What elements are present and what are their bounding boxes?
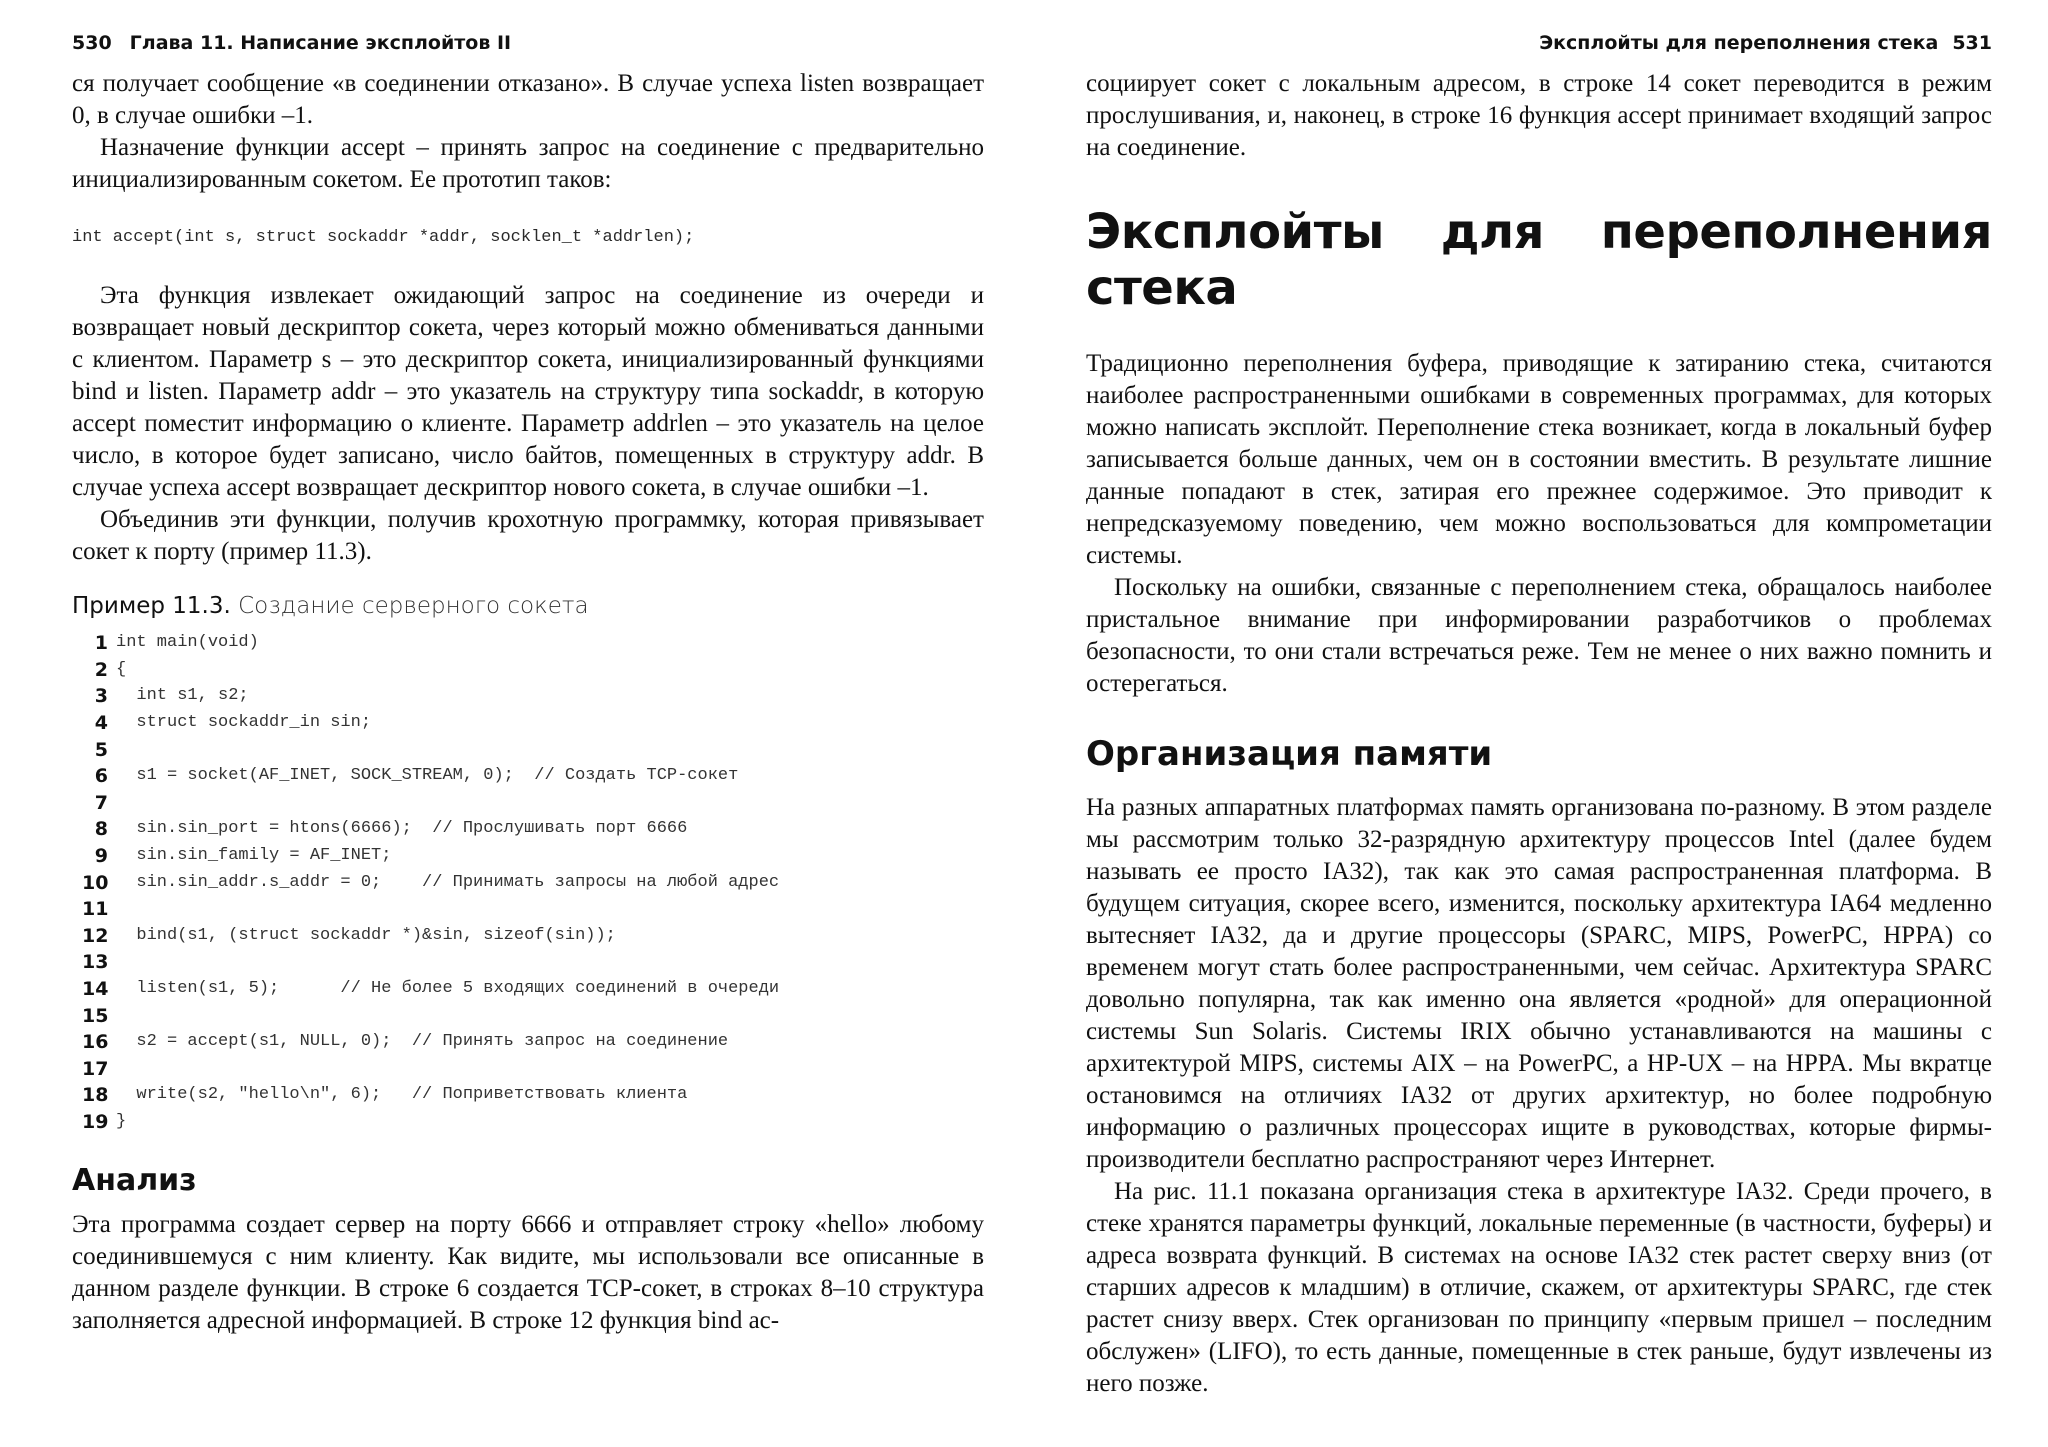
line-number: 5 — [94, 738, 108, 761]
code-listing — [82, 630, 984, 1135]
code-line: sin.sin_addr.s_addr = 0; // Принимать запросы на любой адрес — [116, 872, 780, 892]
paragraph: Назначение функции accept – принять запрос на соединение с предварительно инициализированным сокетом. Ее прототип таков: — [72, 134, 984, 193]
line-number: 6 — [94, 765, 108, 788]
listing-row — [82, 683, 984, 710]
code-line: sin.sin_family = AF_INET; — [116, 846, 392, 866]
line-number: 4 — [94, 712, 108, 735]
listing-row — [82, 923, 984, 950]
listing-row — [82, 763, 984, 790]
listing-row — [82, 896, 984, 923]
example-number: Пример 11.3. — [72, 593, 231, 619]
paragraph: На разных аппаратных платформах память организована по-разному. В этом разделе мы рассмотрим только 32-разрядную архитектуру процессов Intel (далее будем называть ее просто IA32), так как это самая распространенная платформа. В будущем ситуация, скорее всего, изменится, поскольку архитектура IA64 медленно вытесняет IA32, да и другие процессоры (SPARC, MIPS, PowerPC, HPPA) со временем могут стать более распространенными, чем сейчас. Архитектура SPARC довольно популярна, так как именно она является «родной» для операционной системы Sun Solaris. Системы IRIX обычно устанавливаются на машины с архитектурой MIPS, системы AIX – на PowerPC, а HP-UX – на HPPA. Мы вкратце остановимся на отличиях IA32 от других архитектур, но более подробную информацию о различных процессорах ищите в руководствах, которые фирмы-производители бесплатно распространяют через Интернет. — [1086, 794, 1992, 1173]
listing-row — [82, 816, 984, 843]
line-number: 19 — [82, 1110, 109, 1133]
code-line: sin.sin_port = htons(6666); // Прослушивать порт 6666 — [116, 819, 688, 839]
running-head-left — [72, 28, 984, 58]
paragraph: Традиционно переполнения буфера, приводящие к затиранию стека, считаются наиболее распространенными ошибками в современных программах, для которых можно написать эксплойт. Переполнение стека возникает, когда в локальный буфер записывается больше данных, чем он в состоянии вместить. В результате лишние данные попадают в стек, затирая его прежнее содержимое. Это приводит к непредсказуемому поведению, чем можно воспользоваться для компрометации системы. — [1086, 350, 1992, 569]
listing-row — [82, 790, 984, 817]
line-number: 7 — [94, 791, 108, 814]
listing-row — [82, 843, 984, 870]
paragraph: ся получает сообщение «в соединении отказано». В случае успеха listen возвращает 0, в случае ошибки –1. — [72, 70, 984, 129]
listing-row — [82, 1056, 984, 1083]
code-line: { — [116, 659, 127, 679]
paragraph: социирует сокет с локальным адресом, в строке 14 сокет переводится в режим прослушивания, и, наконец, в строке 16 функция accept принимает входящий запрос на соединение. — [1086, 70, 1992, 161]
line-number: 16 — [82, 1031, 109, 1054]
line-number: 10 — [82, 871, 109, 894]
code-line: s1 = socket(AF_INET, SOCK_STREAM, 0); // Создать TCP-сокет — [116, 766, 739, 786]
listing-row — [82, 736, 984, 763]
running-head-right — [1086, 28, 1992, 58]
listing-row — [82, 949, 984, 976]
subsection-heading: Организация памяти — [1086, 734, 1493, 774]
paragraph: Эта программа создает сервер на порту 6666 и отправляет строку «hello» любому соединившемуся с ним клиенту. Как видите, мы использовали все описанные в данном разделе функции. В строке 6 создается TCP-сокет, в строках 8–10 структура заполняется адресной информацией. В строке 12 функция bind ас- — [72, 1211, 984, 1335]
code-line: int s1, s2; — [116, 686, 249, 706]
listing-row — [82, 657, 984, 684]
line-number: 12 — [82, 924, 109, 947]
section-running-title: Эксплойты для переполнения стека — [1539, 32, 1939, 54]
left-page — [72, 0, 984, 1447]
code-line: listen(s1, 5); // Не более 5 входящих соединений в очереди — [116, 979, 780, 999]
listing-row — [82, 630, 984, 657]
code-line: } — [116, 1111, 127, 1131]
listing-row — [82, 710, 984, 737]
listing-row — [82, 1109, 984, 1136]
chapter-title: Глава 11. Написание эксплойтов II — [129, 32, 512, 54]
paragraph: Эта функция извлекает ожидающий запрос на соединение из очереди и возвращает новый дескриптор сокета, через который можно обмениваться данными с клиентом. Параметр s – это дескриптор сокета, инициализированный функциями bind и listen. Параметр addr – это указатель на структуру типа sockaddr, в которую accept поместит информацию о клиенте. Параметр addrlen – это указатель на целое число, в которое будет записано, число байтов, помещенных в структуру addr. В случае успеха accept возвращает дескриптор нового сокета, в случае ошибки –1. — [72, 282, 984, 501]
listing-row — [82, 869, 984, 896]
analysis-heading: Анализ — [72, 1163, 197, 1199]
line-number: 14 — [82, 978, 109, 1001]
line-number: 11 — [82, 898, 109, 921]
listing-row — [82, 1029, 984, 1056]
right-page — [1086, 0, 1992, 1447]
line-number: 15 — [82, 1004, 109, 1027]
listing-row — [82, 1002, 984, 1029]
line-number: 18 — [82, 1084, 109, 1107]
code-line: struct sockaddr_in sin; — [116, 713, 372, 733]
paragraph: Поскольку на ошибки, связанные с переполнением стека, обращалось наиболее пристальное внимание при информировании разработчиков о проблемах безопасности, то они стали встречаться реже. Тем не менее о них важно помнить и остерегаться. — [1086, 574, 1992, 697]
line-number: 17 — [82, 1057, 109, 1080]
right-body — [1086, 68, 1992, 1400]
page-number: 531 — [1952, 32, 1992, 54]
page-number: 530 — [72, 32, 112, 54]
paragraph: Объединив эти функции, получив крохотную программку, которая привязывает сокет к порту (пример 11.3). — [72, 506, 984, 565]
paragraph: На рис. 11.1 показана организация стека в архитектуре IA32. Среди прочего, в стеке хранятся параметры функций, локальные переменные (в частности, буферы) и адреса возврата функций. В системах на основе IA32 стек растет сверху вниз (от старших адресов к младшим) в отличие, скажем, от архитектуры SPARC, где стек растет снизу вверх. Стек организован по принципу «первым пришел – последним обслужен» (LIFO), то есть данные, помещенные в стек раньше, будут извлечены из него позже. — [1086, 1178, 1992, 1397]
code-line: int main(void) — [116, 633, 259, 653]
code-prototype: int accept(int s, struct sockaddr *addr, socklen_t *addrlen); — [72, 228, 695, 247]
line-number: 8 — [94, 818, 108, 841]
line-number: 3 — [94, 685, 108, 708]
line-number: 2 — [94, 658, 108, 681]
line-number: 13 — [82, 951, 109, 974]
section-heading: Эксплойты для переполнения стека — [1086, 204, 1992, 316]
listing-row — [82, 976, 984, 1003]
listing-row — [82, 1082, 984, 1109]
example-title: Создание серверного сокета — [238, 593, 589, 619]
code-line: bind(s1, (struct sockaddr *)&sin, sizeof(sin)); — [116, 925, 616, 945]
left-body — [72, 68, 984, 1337]
code-line: write(s2, "hello\n", 6); // Поприветствовать клиента — [116, 1085, 688, 1105]
line-number: 1 — [94, 632, 108, 655]
line-number: 9 — [94, 845, 108, 868]
example-caption — [72, 590, 984, 622]
code-line: s2 = accept(s1, NULL, 0); // Принять запрос на соединение — [116, 1032, 729, 1052]
